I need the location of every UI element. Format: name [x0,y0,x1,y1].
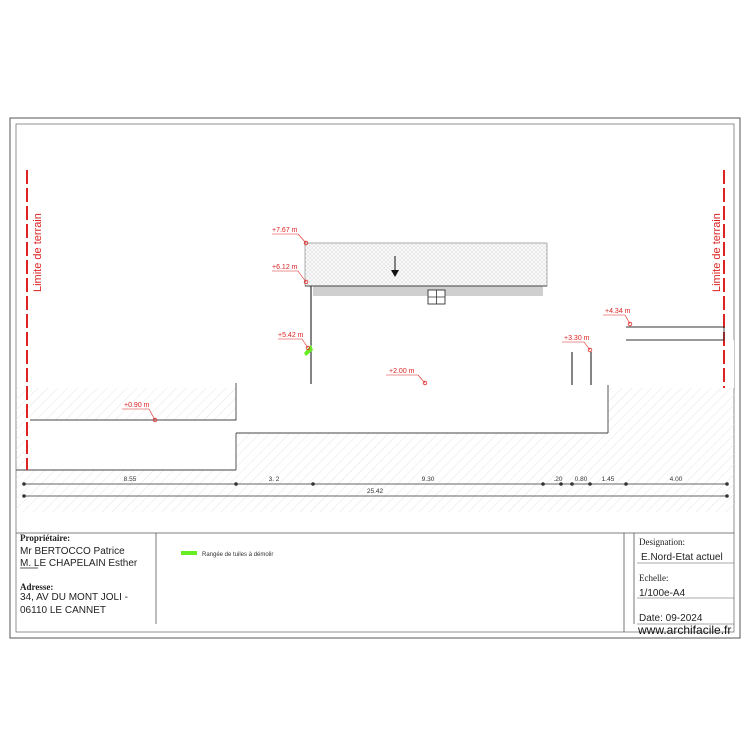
legend-label: Rangée de tuiles à démolir [202,552,274,558]
dimension-label-7: 4.00 [669,476,683,483]
address-1: 34, AV DU MONT JOLI - [20,592,128,603]
scale-heading: Echelle: [639,573,669,583]
designation-heading: Designation: [639,537,685,547]
watermark: www.archifacile.fr [638,623,732,637]
designation-value: E.Nord-Etat actuel [641,552,723,563]
dimension-label-total: 25.42 [366,488,384,495]
date-value: Date: 09-2024 [639,613,703,624]
legend-swatch [181,551,197,555]
level-label-mid: +2.00 m [389,368,415,375]
level-marker-mid [386,368,427,385]
dimension-label-5: 0.80 [574,476,588,483]
owner-1: Mr BERTOCCO Patrice [20,546,125,557]
limit-label-left: Limite de terrain [32,213,44,292]
roof [305,243,547,296]
level-label-ridge: +7.67 m [272,227,298,234]
dimension-label-1: 8.55 [123,476,137,483]
ground-hatch [16,340,734,512]
scale-value: 1/100e-A4 [639,588,686,599]
dimension-label-3: 9.30 [421,476,435,483]
level-label-ground-left: +0.90 m [124,402,150,409]
level-marker-eave [272,264,308,284]
window [428,290,445,304]
limit-label-right: Limite de terrain [711,213,723,292]
dimension-label-2: 3. 2 [268,476,280,483]
level-label-right-post: +3.30 m [564,335,590,342]
dimension-label-4: .20 [553,476,563,483]
address-2: 06110 LE CANNET [20,605,106,616]
level-label-eave: +6.12 m [272,264,298,271]
level-label-right-far: +4.34 m [605,308,631,315]
owner-heading: Propriétaire: [20,533,71,543]
level-marker-right-far [603,308,632,326]
level-marker-right-post [562,335,592,352]
dimension-label-6: 1.45 [601,476,615,483]
level-marker-left-wall [278,332,310,350]
level-label-left-wall: +5.42 m [278,332,304,339]
level-marker-ridge [272,227,308,245]
owner-2: M. LE CHAPELAIN Esther [20,558,138,569]
address-heading: Adresse: [20,582,54,592]
